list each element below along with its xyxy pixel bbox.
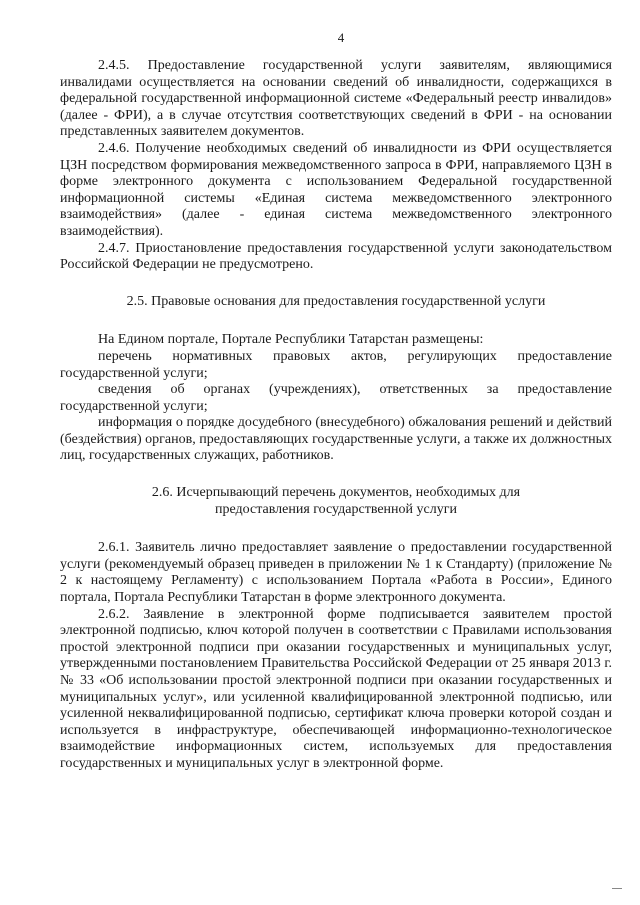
paragraph-2-5-item-2: сведения об органах (учреждениях), ответственных за предоставление государственной услуги; [60, 382, 612, 414]
paragraph-2-6-1: 2.6.1. Заявитель лично предоставляет заявление о предоставлении государственной услуги (рекомендуемый образец приведен в приложении № 1 к Стандарту) (приложение № 2 к настоящему Регламенту) с использованием Портала «Работа в России», Единого портала, Портала Республики Татарстан в форме электронного документа. [60, 540, 612, 606]
page-number: 4 [337, 30, 345, 45]
section-heading-2-5: 2.5. Правовые основания для предоставления государственной услуги [126, 293, 546, 309]
paragraph-2-4-6: 2.4.6. Получение необходимых сведений об инвалидности из ФРИ осуществляется ЦЗН посредством формирования межведомственного запроса в ФРИ, направляемого ЦЗН в форме электронного документа с использованием Федеральной государственной информационной системы «Единая система межведомственного электронного взаимодействия» (далее - единая система межведомственного электронного взаимодействия). [60, 140, 612, 239]
paragraph-2-6-2: 2.6.2. Заявление в электронной форме подписывается заявителем простой электронной подписью, ключ которой получен в соответствии с Правилами использования простой электронной подписи при оказании государственных и муниципальных услуг, утвержденными постановлением Правительства Российской Федерации от 25 января 2013 г. № 33 «Об использовании простой электронной подписи при оказании государственных и муниципальных услуг», или усиленной квалифицированной электронной подписью, или усиленной неквалифицированной подписью, сертификат ключа проверки которой создан и используется в инфраструктуре, обеспечивающей информационно-технологическое взаимодействие информационных систем, используемых для предоставления государственных и муниципальных услуг в электронной форме. [60, 606, 612, 771]
paragraph-2-5-item-3: информация о порядке досудебного (внесудебного) обжалования решений и действий (бездействия) органов, предоставляющих государственные услуги, а также их должностных лиц, государственных служащих, работников. [60, 415, 612, 464]
paragraph-2-4-5: 2.4.5. Предоставление государственной услуги заявителям, являющимися инвалидами осуществляется на основании сведений об инвалидности, содержащихся в федеральной государственной информационной системе «Федеральный реестр инвалидов» (далее - ФРИ), а в случае отсутствия соответствующих сведений в ФРИ - на основании представленных заявителем документов. [60, 58, 612, 140]
section-heading-2-6-line-1: 2.6. Исчерпывающий перечень документов, необходимых для [151, 485, 521, 501]
scan-edge-mark [612, 888, 622, 889]
paragraph-2-5-intro: На Едином портале, Портале Республики Татарстан размещены: [98, 332, 484, 348]
paragraph-2-4-7: 2.4.7. Приостановление предоставления государственной услуги законодательством Российской Федерации не предусмотрено. [60, 240, 612, 273]
section-heading-2-6-line-2: предоставления государственной услуги [215, 501, 457, 517]
paragraph-2-5-item-1: перечень нормативных правовых актов, регулирующих предоставление государственной услуги; [60, 348, 612, 381]
